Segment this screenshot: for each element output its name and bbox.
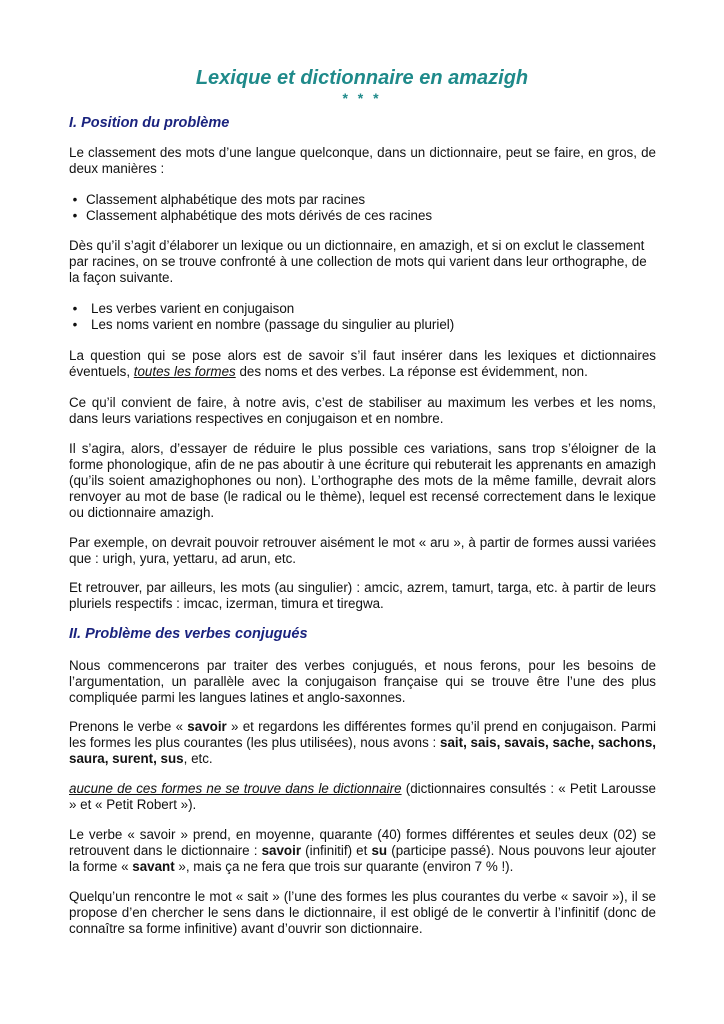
paragraph: La question qui se pose alors est de savoir s’il faut insérer dans les lexiques et dictionnaires éventuels, toutes les formes des noms et des verbes. La réponse est évidemment, non. (69, 348, 656, 379)
title-separator: * * * (342, 90, 382, 106)
bullet-icon: • (72, 192, 78, 207)
paragraph: Et retrouver, par ailleurs, les mots (au singulier) : amcic, azrem, tamurt, targa, etc. à partir de leurs pluriels respectifs : imcac, izerman, timura et tiregwa. (69, 580, 656, 611)
section-heading-1: I. Position du problème (69, 115, 230, 131)
paragraph: Ce qu’il convient de faire, à notre avis, c’est de stabiliser au maximum les verbes et les noms, dans leurs variations respectives en conjugaison et en nombre. (69, 395, 656, 426)
paragraph: Quelqu’un rencontre le mot « sait » (l’une des formes les plus courantes du verbe « savoir »), il se propose d’en chercher le sens dans le dictionnaire, il est obligé de le convertir à l’infinitif (donc de connaître sa forme infinitive) avant d’ouvrir son dictionnaire. (69, 889, 656, 936)
bullet-icon: • (72, 208, 78, 223)
paragraph: Il s’agira, alors, d’essayer de réduire le plus possible ces variations, sans trop s’éloigner de la forme phonologique, afin de ne pas aboutir à une écriture qui rebuterait les apprenants en amazigh (qu’ils soient amazighophones ou non). L’orthographe des mots de la même famille, devrait alors renvoyer au mot de base (le radical ou le thème), lequel est recensé correctement dans le lexique ou dictionnaire amazigh. (69, 441, 656, 520)
paragraph: Par exemple, on devrait pouvoir retrouver aisément le mot « aru », à partir de formes aussi variées que : urigh, yura, yettaru, ad arun, etc. (69, 535, 656, 566)
document-page: Lexique et dictionnaire en amazigh * * * I. Position du problème Le classement des mots d’une langue quelconque, dans un dictionnaire, peut se faire, en gros, de deux manières : • Classement alphabétique des mots par racines • Classement alphabétique des mots dérivés de ces racines Dès qu’il s’agit d’élaborer un lexique ou un dictionnaire, en amazigh, et si on exclut le classement par racines, on se trouve confronté à une collection de mots qui varient dans leur orthographe, de la façon suivante. • Les verbes varient en conjugaison • Les noms varient en nombre (passage du singulier au pluriel) La question qui se pose alors est de savoir s’il faut insérer dans les lexiques et dictionnaires éventuels, toutes les formes des noms et des verbes. La réponse est évidemment, non. Ce qu’il convient de faire, à notre avis, c’est de stabiliser au maximum les verbes et les noms, dans leurs variations respectives en conjugaison et en nombre. Il s’agira, alors, d’essayer de réduire le plus possible ces variations, sans trop s’éloigner de la forme phonologique, afin de ne pas aboutir à une écriture qui rebuterait les apprenants en amazigh (qu’ils soient amazighophones ou non). L’orthographe des mots de la même famille, devrait alors renvoyer au mot de base (le radical ou le thème), lequel est recensé correctement dans le lexique ou dictionnaire amazigh. Par exemple, on devrait pouvoir retrouver aisément le mot « aru », à partir de formes aussi variées que : urigh, yura, yettaru, ad arun, etc. Et retrouver, par ailleurs, les mots (au singulier) : amcic, azrem, tamurt, targa, etc. à partir de leurs pluriels respectifs : imcac, izerman, timura et tiregwa. II. Problème des verbes conjugués Nous commencerons par traiter des verbes conjugués, et nous ferons, pour les besoins de l’argumentation, un parallèle avec la conjugaison française qui se trouve être l’une des plus compliquée parmi les langues latines et anglo-saxonnes. Prenons le verbe « savoir » et regardons les différentes formes qu’il prend en conjugaison. Parmi les formes les plus courantes (les plus utilisées), nous avons : sait, sais, savais, sache, sachons, saura, surent, sus, etc. aucune de ces formes ne se trouve dans le dictionnaire (dictionnaires consultés : « Petit Larousse » et « Petit Robert »). Le verbe « savoir » prend, en moyenne, quarante (40) formes différentes et seules deux (02) se retrouvent dans le dictionnaire : savoir (infinitif) et su (participe passé). Nous pouvons leur ajouter la forme « savant », mais ça ne fera que trois sur quarante (environ 7 % !). Quelqu’un rencontre le mot « sait » (l’une des formes les plus courantes du verbe « savoir »), il se propose d’en chercher le sens dans le dictionnaire, il est obligé de le convertir à l’infinitif (donc de connaître sa forme infinitive) avant d’ouvrir son dictionnaire. (0, 0, 724, 1024)
section-heading-2: II. Problème des verbes conjugués (69, 626, 308, 642)
paragraph: Dès qu’il s’agit d’élaborer un lexique ou un dictionnaire, en amazigh, et si on exclut le classement par racines, on se trouve confronté à une collection de mots qui varient dans leur orthographe, de la façon suivante. (69, 238, 647, 285)
bullet-icon: • (72, 301, 78, 316)
paragraph: Nous commencerons par traiter des verbes conjugués, et nous ferons, pour les besoins de l’argumentation, un parallèle avec la conjugaison française qui se trouve être l’une des plus compliquée parmi les langues latines et anglo-saxonnes. (69, 658, 656, 705)
emphasis: aucune de ces formes ne se trouve dans le dictionnaire (69, 781, 402, 796)
paragraph: aucune de ces formes ne se trouve dans le dictionnaire (dictionnaires consultés : « Petit Larousse » et « Petit Robert »). (69, 781, 656, 812)
bullet-icon: • (72, 317, 78, 332)
document-title: Lexique et dictionnaire en amazigh (195, 67, 529, 89)
paragraph: Prenons le verbe « savoir » et regardons les différentes formes qu’il prend en conjugaison. Parmi les formes les plus courantes (les plus utilisées), nous avons : sait, sais, savais, sache, sachons, saura, surent, sus, etc. (69, 719, 656, 766)
paragraph: Le classement des mots d’une langue quelconque, dans un dictionnaire, peut se faire, en gros, de deux manières : (69, 145, 656, 176)
paragraph: Le verbe « savoir » prend, en moyenne, quarante (40) formes différentes et seules deux (02) se retrouvent dans le dictionnaire : savoir (infinitif) et su (participe passé). Nous pouvons leur ajouter la forme « savant », mais ça ne fera que trois sur quarante (environ 7 % !). (69, 827, 657, 874)
emphasis: toutes les formes (133, 364, 236, 379)
